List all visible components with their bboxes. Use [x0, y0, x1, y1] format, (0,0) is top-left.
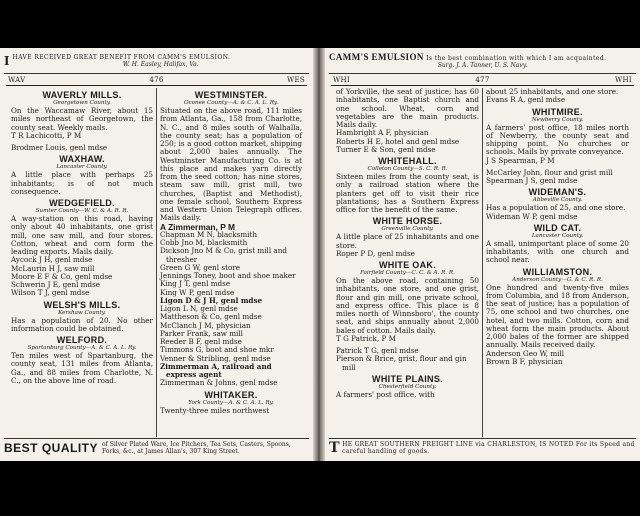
description: Has a population of 20. No other information could be obtained. [11, 315, 153, 333]
directory-entry: Parker Frank, saw mill [160, 328, 243, 338]
directory-entry: Pierson & Brice, grist, flour and gin mill [336, 354, 467, 372]
county-line: Spartanburg County—A. & C. A. L. Ry. [27, 345, 137, 351]
directory-entry: Brown B F, physician [486, 356, 563, 366]
place-heading: WAXHAW. [59, 154, 105, 165]
description: On the Waccamaw River, about 15 miles northeast of Georgetown, the county seat. Weekly mails. [11, 106, 153, 132]
description: about 25 inhabitants, and one store. [486, 88, 619, 96]
description: of Yorkville, the seat of justice; has 60 inhabitants, one Baptist church and one school. Wheat, corn and vegetables are the main products. Mails daily. [336, 88, 479, 129]
ad-initial: I [4, 54, 10, 69]
description: A little place with perhaps 25 inhabitants; is of not much consequence. [11, 170, 153, 196]
county-line: Chesterfield County. [378, 383, 437, 390]
directory-entry: Roberts H E, hotel and genl mdse [336, 136, 460, 146]
description: Situated on the above road, 111 miles from Atlanta, Ga., 158 from Charlotte, N. C., and 8 miles south of Walhalla, the county seat; has a population of 250; is a good cotton market, shipping about 2,000 bales annually. The Westminster Manufacturing Co. is at this place and makes yarn directly from the seed cotton; has nine stores, steam saw mill, grist mill, two churches, (Baptist and Methodist), one female school, Southern Express and Western Union Telegraph offices. Mails daily. [160, 106, 302, 223]
ad-attribution: Surg. J. A. Tanner, U. S. Navy. [437, 62, 528, 69]
county-line: Lancaster County. [531, 232, 584, 239]
ad-headline: BEST QUALITY [4, 441, 99, 455]
columns [333, 88, 632, 437]
column [8, 88, 156, 437]
directory-entry: Jennings Toney, boot and shoe maker [160, 271, 296, 280]
running-head-left: WHI [333, 76, 350, 84]
ad-line: Is the best combination with which I am acquainted. [426, 55, 607, 62]
book-gutter [313, 48, 325, 461]
column [333, 88, 482, 437]
place-heading: WILD CAT. [533, 222, 582, 233]
directory-entry: Wideman W P, genl mdse [486, 211, 578, 221]
directory-entry: Schwerin J E, genl mdse [11, 280, 101, 289]
running-head-right: WES [286, 76, 305, 84]
place-heading: WHITE PLAINS. [372, 373, 443, 384]
directory-entry: Zimmerman & Johns, genl mdse [160, 378, 278, 388]
directory-entry: Cobb Jno M, blacksmith [160, 238, 248, 247]
place-heading: WEDGEFIELD. [49, 198, 115, 208]
directory-entry: Turner E & Son, genl mdse [336, 144, 436, 154]
place-heading: WHITAKER. [204, 389, 258, 400]
ad-initial: T [329, 439, 341, 456]
county-line: Fairfield County—C. C. & A. R. R. [360, 270, 455, 276]
directory-entry: Mattheson & Co, genl mdse [160, 312, 262, 322]
county-line: Newberry County. [531, 116, 584, 123]
directory-entry: Anderson Geo W, mill [486, 348, 565, 358]
directory-entry: T R Lachicotti, P M [11, 130, 82, 140]
county-line: Lancaster County. [56, 164, 108, 171]
place-heading: WHITEHALL. [378, 156, 437, 166]
description: A farmers' post office, 18 miles north of Newberry, the county seat and shipping point. No churches or schools. Mails by private conveyance. [486, 122, 629, 157]
county-line: Kershaw County. [58, 309, 106, 316]
place-heading: WAVERLY MILLS. [42, 90, 122, 100]
running-head-right: WHI [615, 76, 632, 84]
column [482, 88, 632, 437]
directory-entry: Timmons G, boot and shoe mkr [160, 345, 274, 355]
place-heading: WIDEMAN'S. [528, 187, 587, 198]
directory-entry: T G Patrick, P M [336, 333, 396, 343]
county-line: Sumter County—W. C. & A. R. R. [35, 208, 129, 214]
header-rule [331, 85, 634, 86]
directory-entry: Aycock J H, genl mdse [11, 255, 93, 265]
description: Twenty-three miles northwest [160, 405, 270, 415]
directory-entry: Reeder B F, genl mdse [160, 337, 242, 346]
county-line: Oconee County—A. & C. A. L. Ry. [183, 100, 279, 106]
directory-entry: King J T, genl mdse [160, 279, 231, 289]
place-heading: WELFORD. [56, 335, 108, 345]
directory-entry: Ligon L N, genl mdse [160, 304, 238, 313]
directory-entry: Wilson T J, genl mdse [11, 288, 90, 298]
directory-entry: Hambright A F, physician [336, 128, 429, 138]
right-page [325, 48, 640, 461]
ad-text: of Silver Plated Ware, Ice Pitchers, Tea Sets, Casters, Spoons, Forks, &c., at James Allan's, 307 King Street. [102, 441, 291, 455]
description: Ten miles west of Spartanburg, the county seat, 131 miles from Atlanta, Ga., and 88 miles from Charlotte, N. C., on the above line of road. [11, 351, 153, 385]
page-number: 476 [149, 76, 164, 84]
description: Has a population of 25, and one store. [486, 203, 626, 213]
description: A way-station on this road, having only about 40 inhabitants, one grist mill, one saw mill, and four stores. Cotton, wheat and corn form the leading exports. Mails daily. [11, 214, 153, 256]
directory-entry: Chapman M N, blacksmith [160, 229, 257, 239]
county-line: Greenville County. [381, 226, 434, 233]
directory-entry: McLaurin H J, saw mill [11, 263, 95, 273]
postmaster: A Zimmerman, P M [160, 221, 235, 232]
place-heading: WHITMIRE. [532, 106, 583, 117]
column [156, 88, 305, 437]
bottom-advertisement [329, 438, 636, 458]
columns [8, 88, 305, 437]
bottom-advertisement [4, 438, 309, 458]
header-rule [6, 85, 307, 86]
directory-entry: Spearman J S, genl mdse [486, 176, 578, 185]
directory-entry: McCarley John, flour and grist mill [486, 167, 613, 177]
directory-entry: King W P, genl mdse [160, 287, 235, 297]
top-advertisement [329, 54, 636, 74]
directory-entry: J S Spearman, P M [486, 155, 555, 165]
ad-attribution: W. H. Easley, Halifax, Va. [122, 61, 199, 68]
directory-entry: Ligon D & J H, genl mdse [160, 295, 263, 305]
left-page [0, 48, 313, 461]
place-heading: WELSH'S MILLS. [43, 299, 121, 310]
description: A small, unimportant place of some 20 inhabitants, with one church and school near. [486, 238, 629, 265]
county-line: York County—A. & C. A. L. Ry. [188, 399, 274, 406]
place-heading: WHITE HORSE. [372, 216, 443, 227]
directory-entry: Venner & Stribling, genl mdse [160, 353, 271, 363]
directory-entry: Brodmer Louis, genl mdse [11, 143, 108, 152]
directory-entry: Moore E F & Co, genl mdse [11, 271, 113, 281]
directory-entry: Roper P D, genl mdse [336, 248, 415, 258]
ad-line: HAVE RECEIVED GREAT BENEFIT FROM CAMM'S EMULSION. [12, 54, 231, 61]
directory-entry: McClanch J M, physician [160, 320, 251, 330]
description: Sixteen miles from the county seat, is only a railroad station where the planters get off to visit their rice plantations; has a Southern Express office for the benefit of the same. [336, 172, 479, 214]
directory-entry: Green G W, genl store [160, 262, 240, 272]
ad-headline: CAMM'S EMULSION [329, 52, 424, 62]
county-line: Abbeville County. [532, 197, 583, 204]
place-heading: WILLIAMSTON. [522, 266, 593, 277]
county-line: Georgetown County. [53, 100, 111, 106]
ad-text: HE GREAT SOUTHERN FREIGHT LINE via CHARLESTON, IS NOTED For its Speed and careful handling of goods. [342, 441, 635, 455]
page-number: 477 [475, 76, 490, 84]
directory-entry: Patrick T G, genl mdse [336, 346, 419, 355]
description: One hundred and twenty-five miles from Columbia, and 18 from Anderson, the seat of justice; has a population of 75, one school and two churches, one hotel, and two mills. Cotton, corn and wheat form the main products. About 2,000 bales of the former are shipped annually. Mails received daily. [486, 282, 629, 350]
running-head-left: WAV [8, 76, 26, 84]
description: A little place of 25 inhabitants and one store. [336, 232, 479, 250]
county-line: Colleton County—S. C. R. R. [367, 166, 448, 172]
directory-entry: Zimmerman A, railroad and express agent [160, 361, 272, 379]
directory-entry: Evans R A, genl mdse [486, 95, 566, 105]
place-heading: WHITE OAK. [379, 260, 436, 270]
description: On the above road, containing 50 inhabitants, one store, and one grist, flour and gin mill, one private school, and express office. This place is 8 miles north of Winnsboro', the county seat, and ships annually about 2,000 bales of cotton. Mails daily. [336, 276, 479, 335]
county-line: Anderson County—G. & C. R. R. [512, 276, 603, 283]
description: A farmers' post office, with [336, 389, 435, 399]
place-heading: WESTMINSTER. [194, 90, 268, 100]
directory-entry: Dickson Jno M & Co, grist mill and thresher [160, 246, 287, 264]
top-advertisement [4, 54, 309, 74]
